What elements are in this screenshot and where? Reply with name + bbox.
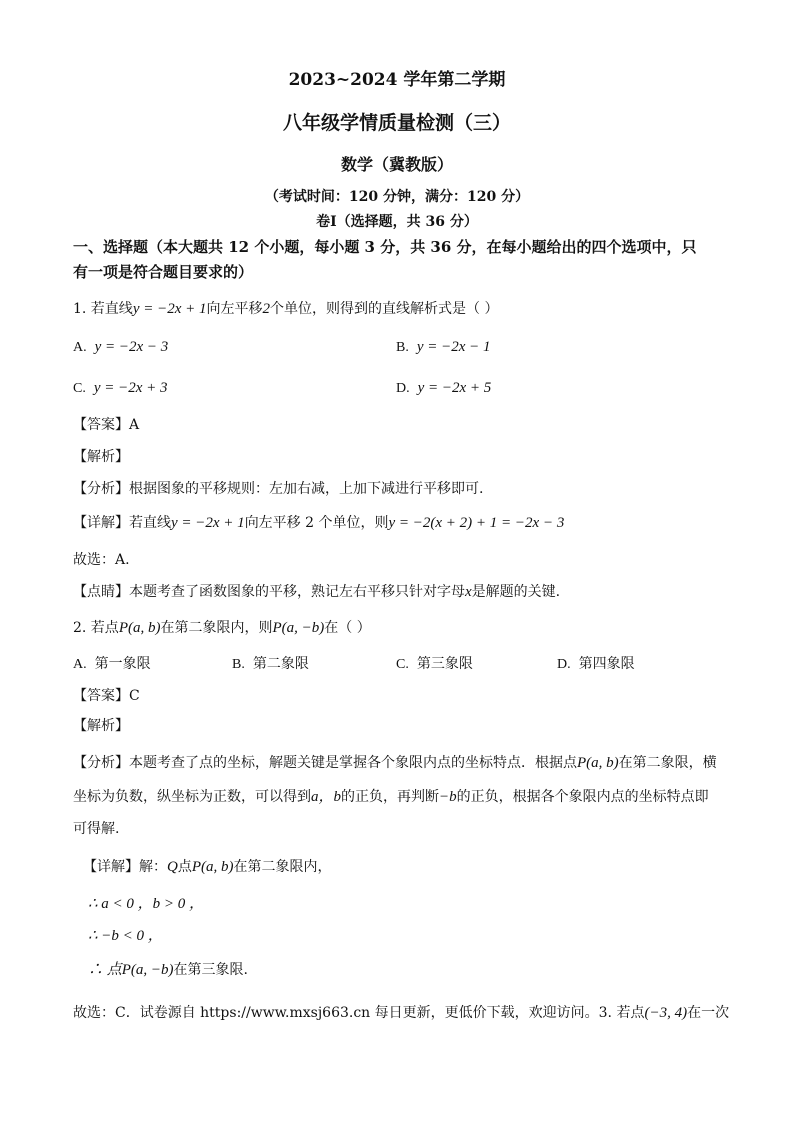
header-exam-info: （考试时间：120 分钟，满分：120 分） <box>264 189 530 205</box>
q1-option-b: B. y = −2x − 1 <box>396 339 491 355</box>
q2-fenxi-line1: 【分析】本题考查了点的坐标，解题关键是掌握各个象限内点的坐标特点．根据点P(a, b)在第二象限，横 <box>73 755 717 771</box>
q1-line-equation: y = −2x + 1 <box>132 301 207 317</box>
header-year: 2023~2024 学年第二学期 <box>288 70 506 90</box>
question-1-stem: 1. 若直线y = −2x + 1向左平移2个单位，则得到的直线解析式是（ ） <box>73 301 499 317</box>
q1-conclusion: 故选：A. <box>73 552 130 568</box>
q1-option-d: D. y = −2x + 5 <box>396 380 492 396</box>
q2-option-b: B. 第二象限 <box>232 656 309 672</box>
q2-analysis-heading: 【解析】 <box>73 718 129 734</box>
q2-fenxi-line3: 可得解. <box>73 821 120 837</box>
q2-step-3: ∴ 点P(a, −b)在第三象限. <box>88 962 248 978</box>
question-2-stem: 2. 若点P(a, b)在第二象限内，则P(a, −b)在（ ） <box>73 620 371 636</box>
header-exam-title: 八年级学情质量检测（三） <box>282 112 511 134</box>
q1-fenxi: 【分析】根据图象的平移规则：左加右减，上加下减进行平移即可. <box>73 481 484 497</box>
section-instruction-line2: 有一项是符合题目要求的） <box>73 263 254 281</box>
q2-option-d: D. 第四象限 <box>557 656 635 672</box>
q2-xiangjie: 【详解】解：Q点P(a, b)在第二象限内， <box>83 859 332 875</box>
q2-step-1: ∴ a < 0 ，b > 0 ， <box>88 896 205 912</box>
q1-dianjing: 【点睛】本题考查了函数图象的平移，熟记左右平移只针对字母x是解题的关键. <box>73 584 561 600</box>
q1-answer: 【答案】A <box>73 417 140 433</box>
q1-xiangjie: 【详解】若直线y = −2x + 1向左平移 2 个单位，则y = −2(x + 2) + 1 = −2x − 3 <box>73 515 565 531</box>
q2-conclusion-and-q3-start: 故选：C．试卷源自 https://www.mxsj663.cn 每日更新，更低价下载，欢迎访问。3. 若点(−3, 4)在一次 <box>73 1005 730 1021</box>
q1-option-a: A. y = −2x − 3 <box>73 339 169 355</box>
q2-option-c: C. 第三象限 <box>396 656 473 672</box>
q1-analysis-heading: 【解析】 <box>73 449 129 465</box>
header-volume: 卷Ⅰ（选择题，共 36 分） <box>316 214 478 230</box>
section-instruction-line1: 一、选择题（本大题共 12 个小题，每小题 3 分，共 36 分，在每小题给出的四个选项中，只 <box>73 238 697 256</box>
q2-option-a: A. 第一象限 <box>73 656 151 672</box>
header-subject: 数学（冀教版） <box>340 155 453 174</box>
q2-fenxi-line2: 坐标为负数，纵坐标为正数，可以得到a，b的正负，再判断−b的正负，根据各个象限内点的坐标特点即 <box>73 789 709 805</box>
q2-answer: 【答案】C <box>73 688 140 704</box>
q1-option-c: C. y = −2x + 3 <box>73 380 168 396</box>
q2-step-2: ∴ −b < 0 ， <box>88 928 163 944</box>
